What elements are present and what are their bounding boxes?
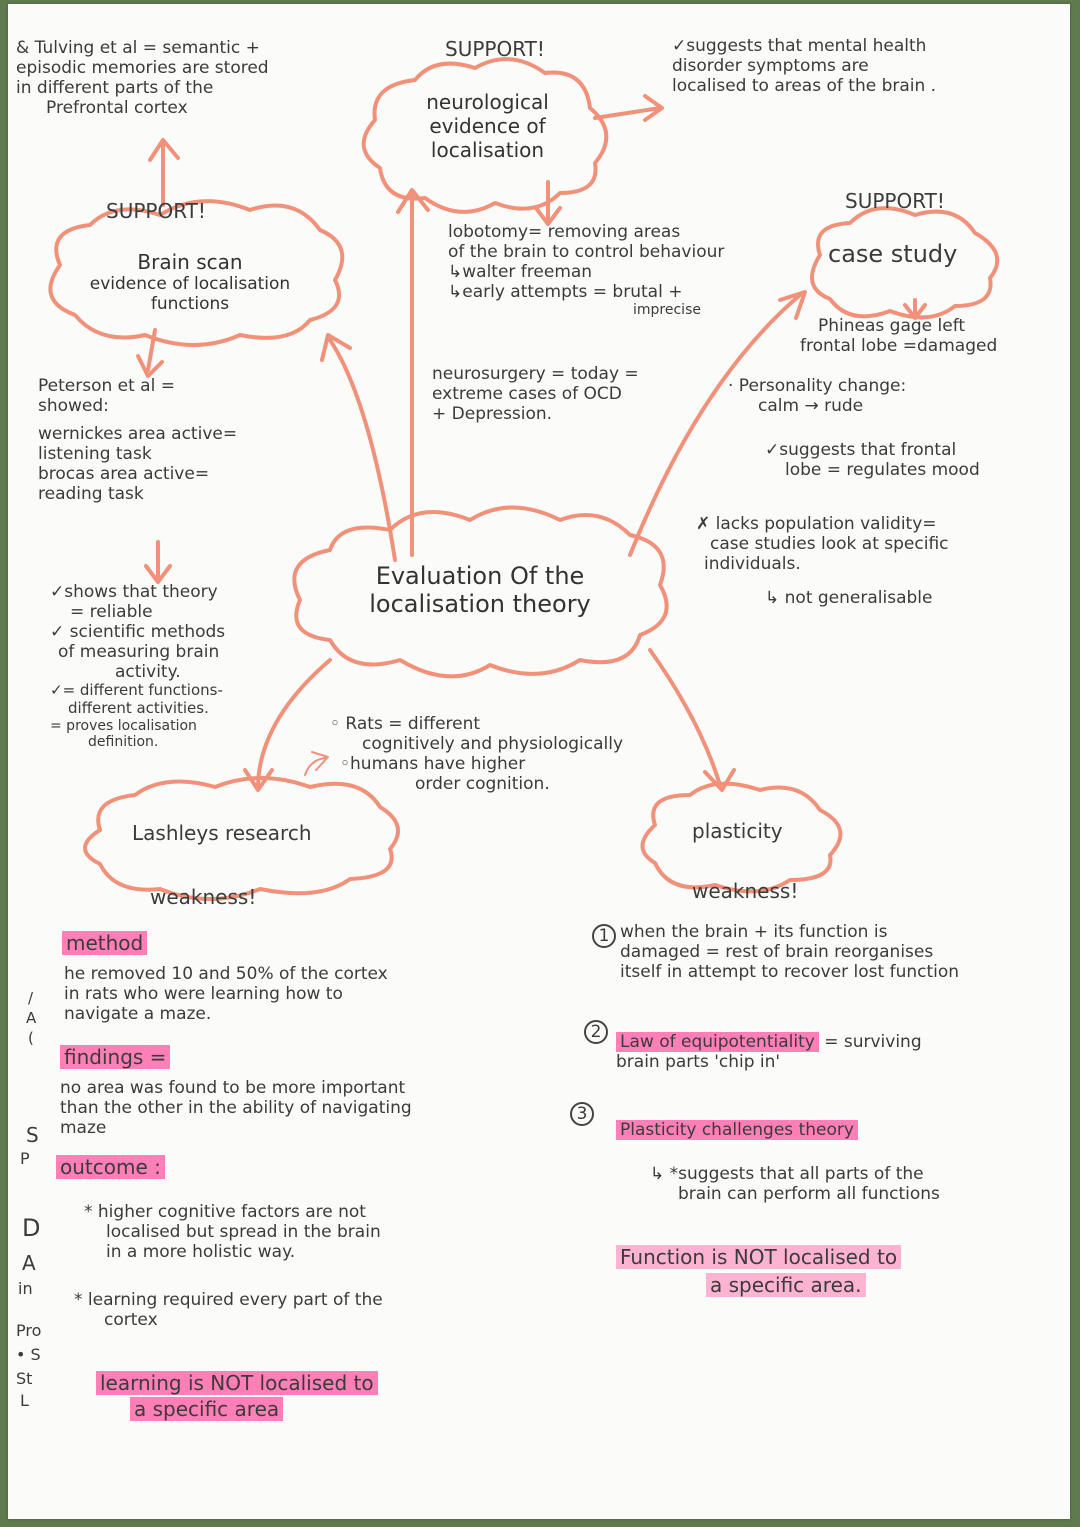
text-line: = reliable <box>70 602 153 623</box>
brainscan-points <box>50 582 225 751</box>
lashley-conclusion <box>96 1372 378 1421</box>
arrow-center-to-plasticity <box>650 650 734 790</box>
text-line: brain parts 'chip in' <box>616 1052 781 1073</box>
method-text <box>64 964 388 1024</box>
center-title-line2: localisation theory <box>369 590 591 618</box>
text-line: ↳early attempts = brutal + <box>448 282 683 303</box>
arrow-neuro-to-suggests <box>595 96 662 120</box>
lashley-cloud-label: Lashleys research <box>132 821 312 845</box>
plasticity-point-1 <box>620 922 959 982</box>
outcome-label <box>56 1156 165 1180</box>
text-line: functions <box>150 294 230 314</box>
text-line: in a more holistic way. <box>106 1242 296 1263</box>
text-line: showed: <box>38 396 109 417</box>
highlight: learning is NOT localised to <box>96 1371 378 1395</box>
highlight: Function is NOT localised to <box>616 1245 901 1269</box>
text-line: no area was found to be more important <box>60 1078 406 1098</box>
text-line: imprecise <box>633 302 701 319</box>
text-line: = proves localisation <box>50 717 197 734</box>
text-line: navigate a maze. <box>64 1004 212 1025</box>
text-line: + Depression. <box>432 404 553 425</box>
text-line: maze <box>60 1118 107 1139</box>
highlight: method <box>62 931 147 955</box>
text-line: disorder symptoms are <box>672 56 869 77</box>
brainscan-support-label: SUPPORT! <box>106 199 206 223</box>
margin-fragment: / <box>28 989 34 1007</box>
margin-fragment: ( <box>28 1029 34 1047</box>
text-line: in different parts of the <box>16 78 214 99</box>
plasticity-conclusion <box>616 1246 901 1297</box>
text-line: he removed 10 and 50% of the cortex <box>64 964 388 984</box>
text-line: wernickes area active= <box>38 424 238 445</box>
brainscan-cloud-label <box>45 250 335 314</box>
neuro-cloud-line: evidence of <box>429 114 546 138</box>
text-line: ↳walter freeman <box>448 262 593 283</box>
margin-fragment: P <box>20 1149 30 1168</box>
personality-text <box>728 376 906 416</box>
text-line: definition. <box>88 734 159 751</box>
plasticity-cloud-label: plasticity <box>692 819 783 843</box>
text-line: * higher cognitive factors are not <box>84 1202 366 1222</box>
margin-fragment: St <box>16 1369 33 1388</box>
method-label <box>62 932 147 956</box>
highlight: findings = <box>60 1045 170 1069</box>
text-line: Peterson et al = <box>38 376 175 396</box>
text-line: individuals. <box>704 554 801 575</box>
number-1-circle: 1 <box>592 924 616 948</box>
margin-fragment: • S <box>16 1345 41 1364</box>
plasticity-point-2 <box>616 1032 922 1072</box>
text-line: ◦ Rats = different <box>330 714 481 734</box>
text-line: frontal lobe =damaged <box>800 336 998 357</box>
not-generalisable-text: ↳ not generalisable <box>765 588 933 608</box>
margin-fragment: A <box>22 1251 36 1275</box>
text-line: · Personality change: <box>728 376 907 396</box>
margin-fragment: A <box>26 1009 37 1027</box>
text-line: Brain scan <box>137 250 243 274</box>
arrow-center-to-neuro <box>398 190 428 555</box>
margin-fragment: S <box>26 1123 39 1147</box>
neurosurgery-text <box>432 364 639 424</box>
arrow-brainscan-to-tulving <box>150 140 178 205</box>
center-cloud-label <box>330 562 630 618</box>
arrow-center-to-lashley <box>245 660 330 790</box>
text-line: ✓suggests that mental health <box>672 36 927 56</box>
text-line: than the other in the ability of navigating <box>60 1098 412 1119</box>
margin-fragment: in <box>18 1279 33 1298</box>
plasticity-weakness-label: weakness! <box>692 879 799 903</box>
text-line: localised to areas of the brain . <box>672 76 937 97</box>
text-line: different activities. <box>68 698 209 717</box>
text-line: neurosurgery = today = <box>432 364 639 384</box>
rats-text <box>330 714 623 794</box>
text-line: when the brain + its function is <box>620 922 888 942</box>
arrow-rats <box>305 752 328 775</box>
findings-text <box>60 1078 412 1138</box>
text-line: case studies look at specific <box>710 534 949 555</box>
text-line: Prefrontal cortex <box>46 98 188 119</box>
text-line: lobotomy= removing areas <box>448 222 681 242</box>
text-line: in rats who were learning how to <box>64 984 343 1005</box>
text-line: episodic memories are stored <box>16 58 269 79</box>
peterson-text <box>38 376 237 504</box>
text-line: cortex <box>104 1310 158 1331</box>
text-line: lobe = regulates mood <box>785 460 980 481</box>
neuro-cloud-label <box>380 90 595 162</box>
arrow-neuro-to-lobotomy <box>536 182 560 224</box>
tulving-text <box>16 38 269 118</box>
text-line: damaged = rest of brain reorganises <box>620 942 934 963</box>
lobotomy-text <box>448 222 724 319</box>
text-line: brocas area active= <box>38 464 210 485</box>
neuro-cloud-line: localisation <box>430 138 545 162</box>
text-line: ✓shows that theory <box>50 582 218 602</box>
text-line: of measuring brain <box>58 642 220 663</box>
text-line: calm → rude <box>758 396 864 417</box>
text-line: extreme cases of OCD <box>432 384 622 405</box>
text-line: ✓suggests that frontal <box>765 440 957 460</box>
text-line: brain can perform all functions <box>678 1184 940 1205</box>
text-line: order cognition. <box>415 774 550 795</box>
findings-label <box>60 1046 170 1070</box>
text-line: reading task <box>38 484 144 505</box>
plasticity-point-3 <box>616 1120 858 1140</box>
highlight: a specific area. <box>706 1273 866 1297</box>
margin-fragment: D <box>22 1214 41 1242</box>
plasticity-suggests <box>650 1164 940 1204</box>
casestudy-support-label: SUPPORT! <box>845 189 945 213</box>
neuro-support-label: SUPPORT! <box>445 37 545 61</box>
highlight: Law of equipotentiality <box>616 1032 819 1052</box>
highlight: Plasticity challenges theory <box>616 1120 858 1140</box>
text-line: ✓= different functions- <box>50 681 223 700</box>
text-line: cognitively and physiologically <box>362 734 624 755</box>
lashley-weakness-label: weakness! <box>150 885 257 909</box>
number-2-circle: 2 <box>584 1020 608 1044</box>
arrow-peterson-to-points <box>146 542 170 582</box>
margin-fragment: L <box>20 1391 29 1410</box>
highlight: a specific area <box>130 1397 283 1421</box>
text-line: of the brain to control behaviour <box>448 242 725 263</box>
text-line: activity. <box>115 662 181 683</box>
text-line: ✓ scientific methods <box>50 622 226 643</box>
text-line: & Tulving et al = semantic + <box>16 38 260 58</box>
text-line: = surviving <box>824 1032 922 1052</box>
number-3-circle: 3 <box>570 1102 594 1126</box>
center-title-line1: Evaluation Of the <box>375 562 585 590</box>
text-line: ◦humans have higher <box>340 754 526 775</box>
text-line: ✗ lacks population validity= <box>696 514 937 534</box>
text-line: itself in attempt to recover lost function <box>620 962 960 983</box>
text-line: localised but spread in the brain <box>106 1222 381 1243</box>
outcome-text-2 <box>74 1290 383 1330</box>
text-line: ↳ *suggests that all parts of the <box>650 1164 924 1184</box>
casestudy-cloud-label: case study <box>828 240 958 268</box>
outcome-text-1 <box>84 1202 381 1262</box>
highlight: outcome : <box>56 1155 165 1179</box>
margin-fragment: Pro <box>16 1321 42 1340</box>
text-line: evidence of localisation <box>89 274 291 294</box>
frontal-suggests-text <box>765 440 980 480</box>
phineas-text <box>800 316 997 356</box>
text-line: listening task <box>38 444 152 465</box>
neuro-suggests-text <box>672 36 936 96</box>
text-line: * learning required every part of the <box>74 1290 383 1310</box>
lacks-validity-text <box>696 514 949 574</box>
text-line: Phineas gage left <box>818 316 966 336</box>
neuro-cloud-line: neurological <box>426 90 549 114</box>
